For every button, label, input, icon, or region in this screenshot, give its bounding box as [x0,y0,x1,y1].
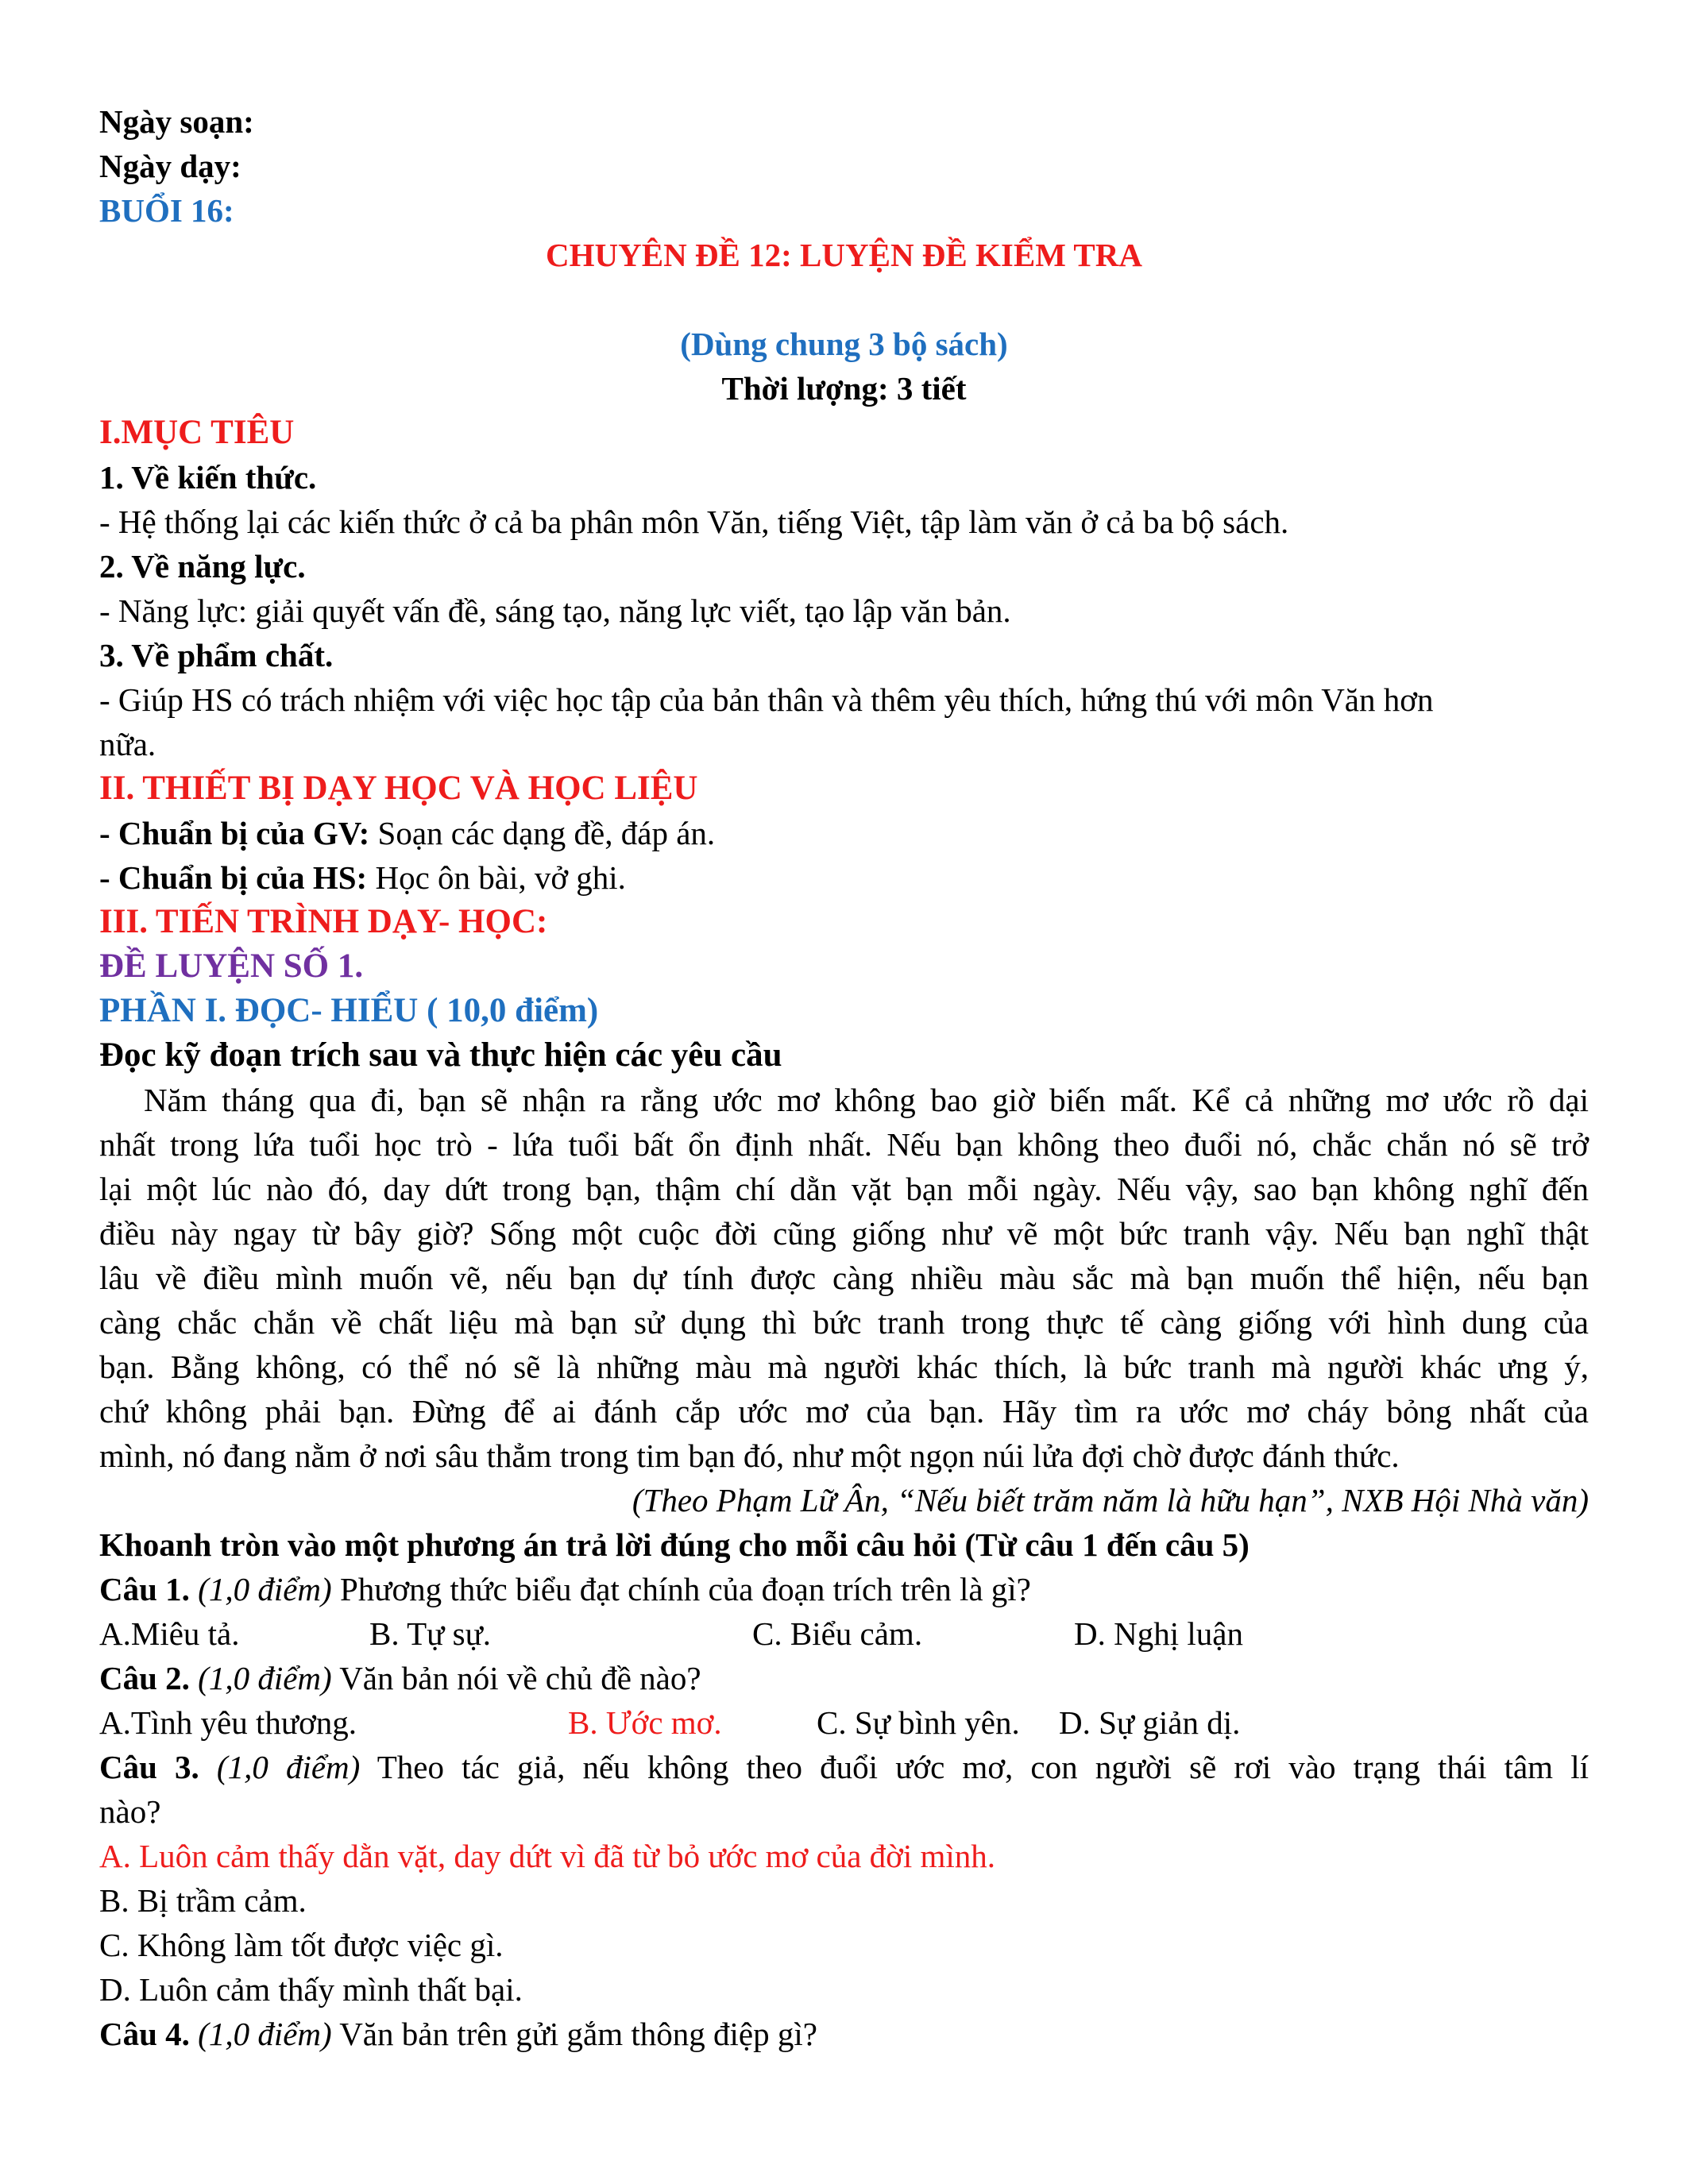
spacer [99,277,1589,322]
option-a[interactable]: A.Tình yêu thương. [99,1704,357,1741]
question-1-options [99,1611,1589,1656]
passage-line: lại một lúc nào đó, day dứt trong bạn, thậm chí dằn vặt bạn mỗi ngày. Nếu vậy, sao bạn không nghĩ đến [99,1171,1589,1207]
passage-source: (Theo Phạm Lữ Ân, “Nếu biết trăm năm là hữu hạn”, NXB Hội Nhà văn) [632,1482,1589,1518]
question-points: (1,0 điểm) [189,2016,332,2052]
question-points: (1,0 điểm) [199,1749,361,1785]
student-prep-text: Học ôn bài, vở ghi. [367,859,626,896]
teacher-prep [99,811,1589,855]
question-2-options [99,1700,1589,1745]
passage-line: Năm tháng qua đi, bạn sẽ nhận ra rằng ước mơ không bao giờ biến mất. Kể cả những mơ ước rồ dại [144,1082,1589,1118]
question-text: Theo tác giả, nếu không theo đuổi ước mơ, con người sẽ rơi vào trạng thái tâm lí [360,1749,1589,1785]
question-label: Câu 2. [99,1660,190,1696]
section-process-title: III. TIẾN TRÌNH DẠY- HỌC: [99,903,548,940]
option-d[interactable]: D. Luôn cảm thấy mình thất bại. [99,1971,523,2008]
question-label: Câu 3. [99,1749,199,1785]
teacher-prep-label: - Chuẩn bị của GV: [99,815,370,851]
option-d[interactable]: D. Nghị luận [1074,1615,1243,1652]
passage [99,1078,1589,1522]
question-points: (1,0 điểm) [189,1660,332,1696]
option-c[interactable]: C. Sự bình yên. [817,1704,1020,1741]
question-text: Phương thức biểu đạt chính của đoạn trích trên là gì? [331,1571,1031,1607]
option-a[interactable]: A.Miêu tả. [99,1615,240,1652]
question-label: Câu 1. [99,1571,190,1607]
competency-text: - Năng lực: giải quyết vấn đề, sáng tạo, năng lực viết, tạo lập văn bản. [99,592,1011,629]
quality-heading: 3. Về phẩm chất. [99,637,334,673]
passage-line: mình, nó đang nằm ở nơi sâu thẳm trong tim bạn đó, như một ngọn núi lửa đợi chờ được đánh thức. [99,1437,1400,1474]
question-text: Văn bản trên gửi gắm thông điệp gì? [331,2016,817,2052]
question-3-line1 [99,1745,1589,1789]
book-note: (Dùng chung 3 bộ sách) [680,326,1008,362]
quality-text-line1: - Giúp HS có trách nhiệm với việc học tập của bản thân và thêm yêu thích, hứng thú với môn Văn hơn [99,681,1434,718]
quality-text-line2: nữa. [99,726,156,762]
passage-line: lâu về điều mình muốn vẽ, nếu bạn dự tính được càng nhiều màu sắc mà bạn muốn thể hiện, nếu bạn [99,1260,1589,1296]
option-c[interactable]: C. Biểu cảm. [752,1615,923,1652]
part1-title: PHẦN I. ĐỌC- HIỂU ( 10,0 điểm) [99,992,599,1029]
option-b[interactable]: B. Tự sự. [369,1615,492,1652]
question-label: Câu 4. [99,2016,190,2052]
prep-date-label: Ngày soạn: [99,103,254,140]
option-a-correct[interactable]: A. Luôn cảm thấy dằn vặt, day dứt vì đã từ bỏ ước mơ của đời mình. [99,1838,996,1874]
option-b-correct[interactable]: B. Ước mơ. [568,1704,722,1741]
exercise-title: ĐỀ LUYỆN SỐ 1. [99,947,364,985]
knowledge-text: - Hệ thống lại các kiến thức ở cả ba phân môn Văn, tiếng Việt, tập làm văn ở cả ba bộ sách. [99,504,1289,540]
passage-line: nhất trong lứa tuổi học trò - lứa tuổi bất ổn định nhất. Nếu bạn không theo đuổi nó, chắc chắn nó sẽ trở [99,1126,1589,1163]
question-3-line2: nào? [99,1793,161,1830]
option-c[interactable]: C. Không làm tốt được việc gì. [99,1927,504,1963]
knowledge-heading: 1. Về kiến thức. [99,459,317,496]
session-label: BUỔI 16: [99,192,234,229]
passage-line: càng chắc chắn về chất liệu mà bạn sử dụng thì bức tranh trong thực tế càng giống với hình dung của [99,1304,1589,1341]
student-prep-label: - Chuẩn bị của HS: [99,859,368,896]
passage-line: bạn. Bằng không, có thể nó sẽ là những màu mà người khác thích, là bức tranh mà người khác ưng ý, [99,1349,1589,1385]
passage-line: điều này ngay từ bây giờ? Sống một cuộc đời cũng giống như vẽ một bức tranh vậy. Nếu bạn nghĩ thật [99,1215,1589,1252]
duration: Thời lượng: 3 tiết [721,370,967,407]
competency-heading: 2. Về năng lực. [99,548,306,585]
section-equipment-title: II. THIẾT BỊ DẠY HỌC VÀ HỌC LIỆU [99,770,698,807]
student-prep [99,855,1589,900]
reading-instruction: Đọc kỹ đoạn trích sau và thực hiện các yêu cầu [99,1036,782,1074]
question-points: (1,0 điểm) [189,1571,332,1607]
question-instruction: Khoanh tròn vào một phương án trả lời đúng cho mỗi câu hỏi (Từ câu 1 đến câu 5) [99,1526,1250,1563]
passage-line: chứ không phải bạn. Đừng để ai đánh cắp ước mơ của bạn. Hãy tìm ra ước mơ cháy bỏng nhất của [99,1393,1589,1430]
question-4 [99,2012,1589,2056]
teach-date-label: Ngày dạy: [99,148,241,184]
question-text: Văn bản nói về chủ đề nào? [331,1660,701,1696]
teacher-prep-text: Soạn các dạng đề, đáp án. [369,815,716,851]
option-b[interactable]: B. Bị trầm cảm. [99,1882,307,1919]
section-objectives-title: I.MỤC TIÊU [99,414,295,451]
option-d[interactable]: D. Sự giản dị. [1059,1704,1241,1741]
question-2 [99,1656,1589,1700]
topic-title: CHUYÊN ĐỀ 12: LUYỆN ĐỀ KIỂM TRA [546,237,1142,273]
question-1 [99,1567,1589,1611]
